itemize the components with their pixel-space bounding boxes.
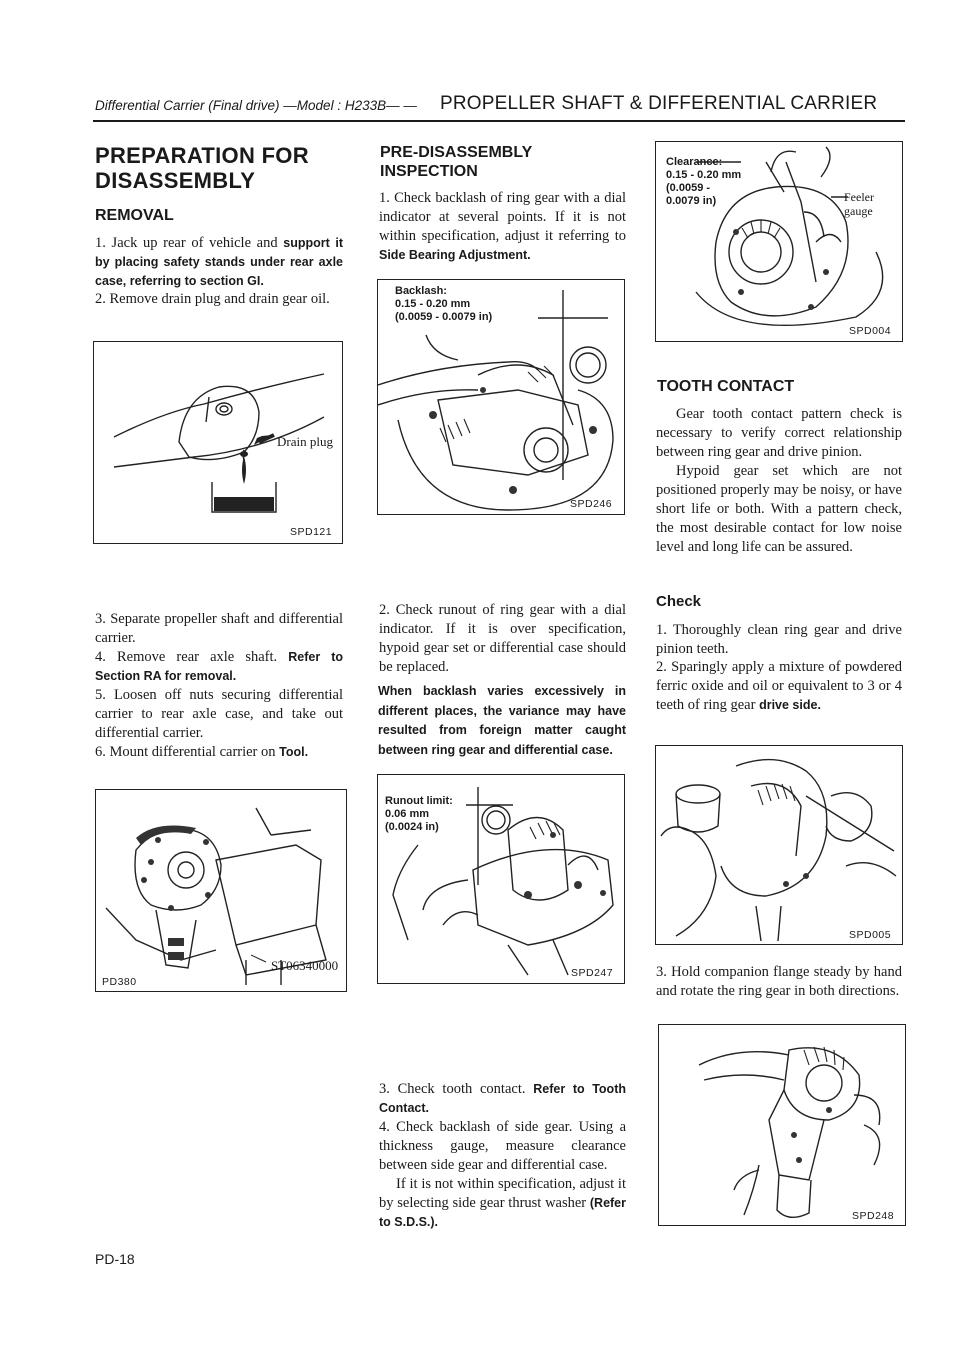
label-mm: 0.15 - 0.20 mm: [395, 298, 471, 310]
check-step-3: 3. Hold companion flange steady by hand and rotate the ring gear in both directions.: [656, 964, 902, 999]
tooth-contact-paragraph-1: Gear tooth contact pattern check is necessary to verify correct relationship between ring gear and drive pinion.: [656, 406, 902, 460]
clearance-label: [666, 156, 741, 208]
figure-code: SPD247: [571, 967, 614, 979]
figure-code: SPD246: [570, 498, 613, 510]
step-text: 1. Jack up rear of vehicle and: [95, 235, 284, 251]
removal-step-3: 3. Separate propeller shaft and differential carrier.: [95, 611, 343, 646]
inspection-step-4: 4. Check backlash of side gear. Using a thickness gauge, measure clearance between side gear and differential case.: [379, 1119, 626, 1173]
removal-step-1: [95, 234, 343, 291]
figure-side-gear-clearance: [655, 141, 903, 342]
runout-label: [385, 795, 453, 834]
figure-apply-compound: [655, 745, 903, 945]
step-text: 4. Remove rear axle shaft.: [95, 649, 289, 665]
header-rule: [93, 120, 905, 122]
check-heading: Check: [656, 593, 702, 610]
inspection-step-2: 2. Check runout of ring gear with a dial indicator. If it is over specification, hypoid gear set or differential case should be replaced.: [379, 602, 626, 675]
feeler-gauge-label: [844, 190, 874, 218]
removal-step-2: 2. Remove drain plug and drain gear oil.: [95, 291, 330, 307]
label-mm: 0.06 mm: [385, 808, 430, 820]
heading-line-1: PRE-DISASSEMBLY: [380, 144, 533, 161]
step-bold: Refer to Section RA for removal.: [95, 650, 344, 683]
figure-rotate-ring-gear: [658, 1024, 906, 1226]
removal-step-4: [95, 648, 343, 686]
inspection-step-4-cont: [379, 1175, 626, 1232]
step-text: 6. Mount differential carrier on: [95, 744, 280, 760]
figure-code: SPD004: [849, 325, 892, 337]
inspection-step-3: [379, 1080, 626, 1118]
step-text: 3. Check tooth contact.: [379, 1081, 534, 1097]
figure-drain-plug: [93, 341, 343, 544]
check-step-2: [656, 658, 902, 715]
heading-line-2: INSPECTION: [380, 163, 478, 180]
figure-runout-check: [377, 774, 625, 984]
figure-carrier-on-tool: [95, 789, 347, 992]
page-number: PD-18: [95, 1251, 135, 1267]
removal-step-5: 5. Loosen off nuts securing differential carrier to rear axle case, and take out differential carrier.: [95, 687, 343, 741]
step-bold: drive side.: [759, 698, 821, 712]
removal-heading: REMOVAL: [95, 207, 174, 224]
figure-code: SPD005: [849, 929, 892, 941]
step-bold: Tool.: [279, 745, 309, 759]
tooth-contact-paragraph-2: Hypoid gear set which are not positioned properly may be noisy, or have short life or both. With a pattern check, the most desirable contact for low noise level and long life can be assured.: [656, 463, 902, 555]
drain-plug-label: Drain plug: [277, 434, 333, 449]
removal-step-6: [95, 743, 343, 762]
step-bold: (Refer to S.D.S.).: [379, 1196, 626, 1229]
page-title: [95, 143, 345, 193]
label-line-1: Feeler: [844, 190, 874, 204]
label-title: Runout limit:: [385, 795, 453, 807]
title-line-2: DISASSEMBLY: [95, 168, 256, 193]
section-header-left: Differential Carrier (Final drive) —Model : H233B— —: [95, 98, 417, 113]
label-line-2: gauge: [844, 204, 873, 218]
step-bold: Refer to Tooth Contact.: [379, 1082, 626, 1115]
label-in: (0.0059 - 0.0079 in): [395, 311, 493, 323]
inspection-step-1: [379, 189, 626, 265]
backlash-label: [395, 285, 492, 324]
label-in: (0.0024 in): [385, 821, 439, 833]
figure-code: SPD248: [852, 1210, 895, 1222]
figure-code: PD380: [102, 976, 137, 988]
figure-backlash-check: [377, 279, 625, 515]
tooth-contact-heading: TOOTH CONTACT: [657, 378, 795, 395]
label-title: Backlash:: [395, 285, 447, 297]
title-line-1: PREPARATION FOR: [95, 143, 309, 168]
label-in-1: (0.0059 -: [666, 182, 711, 194]
pre-disassembly-heading: [380, 143, 532, 181]
step-bold: support it by placing safety stands under rear axle case, referring to section GI.: [95, 236, 343, 288]
step-bold: Side Bearing Adjustment.: [379, 248, 531, 262]
figure-code: SPD121: [290, 526, 333, 538]
check-step-1: 1. Thoroughly clean ring gear and drive pinion teeth.: [656, 622, 902, 657]
step-text: 1. Check backlash of ring gear with a dial indicator at several points. If it is not within specification, adjust it referring to: [379, 190, 626, 244]
step-text: If it is not within specification, adjust it by selecting side gear thrust washer: [379, 1176, 626, 1211]
step-text: 2. Sparingly apply a mixture of powdered ferric oxide and oil or equivalent to 3 or 4 teeth of ring gear: [656, 659, 902, 713]
rotate-ring-gear-illustration: [659, 1025, 905, 1225]
apply-compound-illustration: [656, 746, 902, 944]
section-header-right: PROPELLER SHAFT & DIFFERENTIAL CARRIER: [440, 93, 878, 114]
label-title: Clearance:: [666, 156, 723, 168]
tool-number-label: ST06340000: [271, 958, 339, 973]
label-in-2: 0.0079 in): [666, 195, 717, 207]
label-mm: 0.15 - 0.20 mm: [666, 169, 742, 181]
backlash-variance-note: When backlash varies excessively in different places, the variance may have resulted from foreign matter caught between ring gear and differential case.: [378, 684, 626, 757]
